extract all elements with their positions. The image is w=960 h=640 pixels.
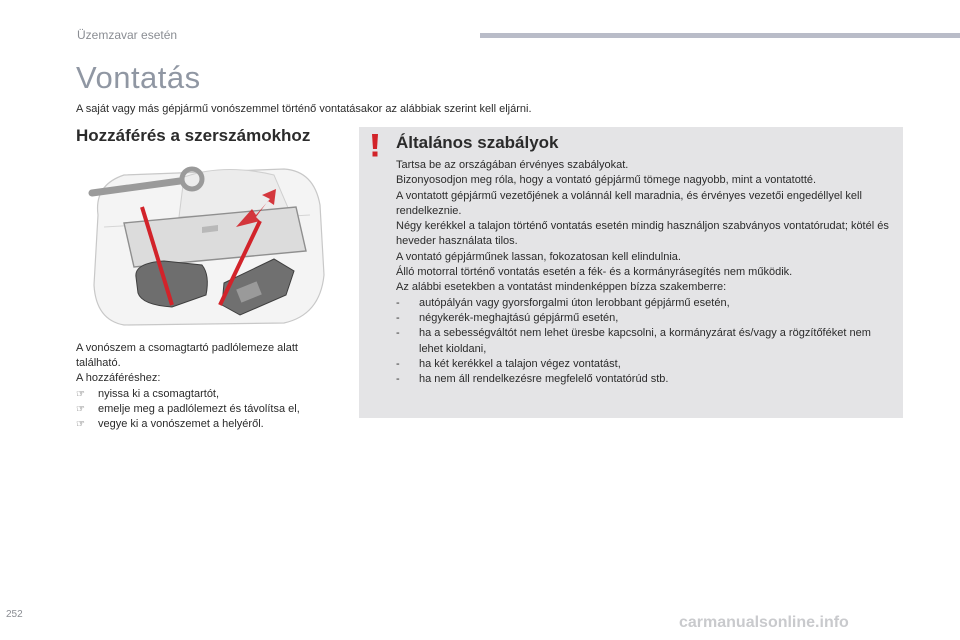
item-text: négykerék-meghajtású gépjármű esetén, bbox=[419, 311, 619, 324]
step-text: vegye ki a vonószemet a helyéről. bbox=[98, 418, 264, 431]
header-bar bbox=[480, 33, 960, 38]
rule-line: Tartsa be az országában érvényes szabályokat. bbox=[396, 159, 629, 171]
rule-line: A vontató gépjárműnek lassan, fokozatosan kell elindulnia. bbox=[396, 250, 681, 263]
tools-line: A vonószem a csomagtartó padlólemeze alatt található. bbox=[76, 342, 298, 370]
rules-text bbox=[396, 158, 896, 387]
rule-line: Az alábbi esetekben a vontatást mindenképpen bízza szakemberre: bbox=[396, 281, 727, 294]
arrow-bullet-icon: ☞ bbox=[76, 419, 85, 431]
warning-exclamation-icon bbox=[369, 133, 381, 157]
list-item bbox=[396, 311, 896, 326]
step-text: emelje meg a padlólemezt és távolítsa el, bbox=[98, 402, 300, 415]
item-text: ha nem áll rendelkezésre megfelelő vontatórúd stb. bbox=[419, 373, 669, 386]
list-item bbox=[76, 402, 338, 417]
dash-marker: - bbox=[396, 327, 400, 340]
section-label: Üzemzavar esetén bbox=[77, 28, 178, 42]
trunk-illustration bbox=[84, 155, 330, 328]
rule-line: Álló motorral történő vontatás esetén a fék- és a kormányrásegítés nem működik. bbox=[396, 266, 793, 279]
dash-marker: - bbox=[396, 296, 400, 309]
item-text: ha két kerékkel a talajon végez vontatást, bbox=[419, 357, 621, 370]
rule-line: A vontatott gépjármű vezetőjének a volánnál kell maradnia, és érvényes vezetői engedéllyel kell rendelkeznie. bbox=[396, 189, 862, 217]
list-item bbox=[76, 387, 338, 402]
arrow-bullet-icon: ☞ bbox=[76, 388, 85, 400]
step-text: nyissa ki a csomagtartót, bbox=[98, 387, 220, 400]
tools-instructions bbox=[76, 341, 338, 432]
rule-line: Bizonyosodjon meg róla, hogy a vontató gépjármű tömege nagyobb, mint a vontatotté. bbox=[396, 174, 817, 187]
rules-heading: Általános szabályok bbox=[396, 133, 559, 152]
dash-marker: - bbox=[396, 311, 400, 324]
tools-line: A hozzáféréshez: bbox=[76, 372, 161, 385]
intro-text: A saját vagy más gépjármű vonószemmel történő vontatásakor az alábbiak szerint kell eljárni. bbox=[76, 103, 532, 115]
item-text: autópályán vagy gyorsforgalmi úton lerobbant gépjármű esetén, bbox=[419, 296, 730, 309]
list-item bbox=[396, 326, 896, 357]
list-item bbox=[76, 417, 338, 432]
rule-line: Négy kerékkel a talajon történő vontatás esetén mindig használjon szabványos vontatórudat; kötél és heveder használata tilos. bbox=[396, 220, 889, 248]
page-number: 252 bbox=[6, 609, 23, 620]
list-item bbox=[396, 296, 896, 311]
list-item bbox=[396, 357, 896, 372]
page-title: Vontatás bbox=[76, 60, 201, 95]
dash-marker: - bbox=[396, 357, 400, 370]
list-item bbox=[396, 372, 896, 387]
arrow-bullet-icon: ☞ bbox=[76, 403, 85, 415]
dash-marker: - bbox=[396, 373, 400, 386]
watermark: carmanualsonline.info bbox=[679, 614, 849, 631]
item-text: ha a sebességváltót nem lehet üresbe kapcsolni, a kormányzárat és/vagy a rögzítőféket nem lehet kioldani, bbox=[419, 327, 871, 355]
tools-heading: Hozzáférés a szerszámokhoz bbox=[76, 126, 311, 145]
